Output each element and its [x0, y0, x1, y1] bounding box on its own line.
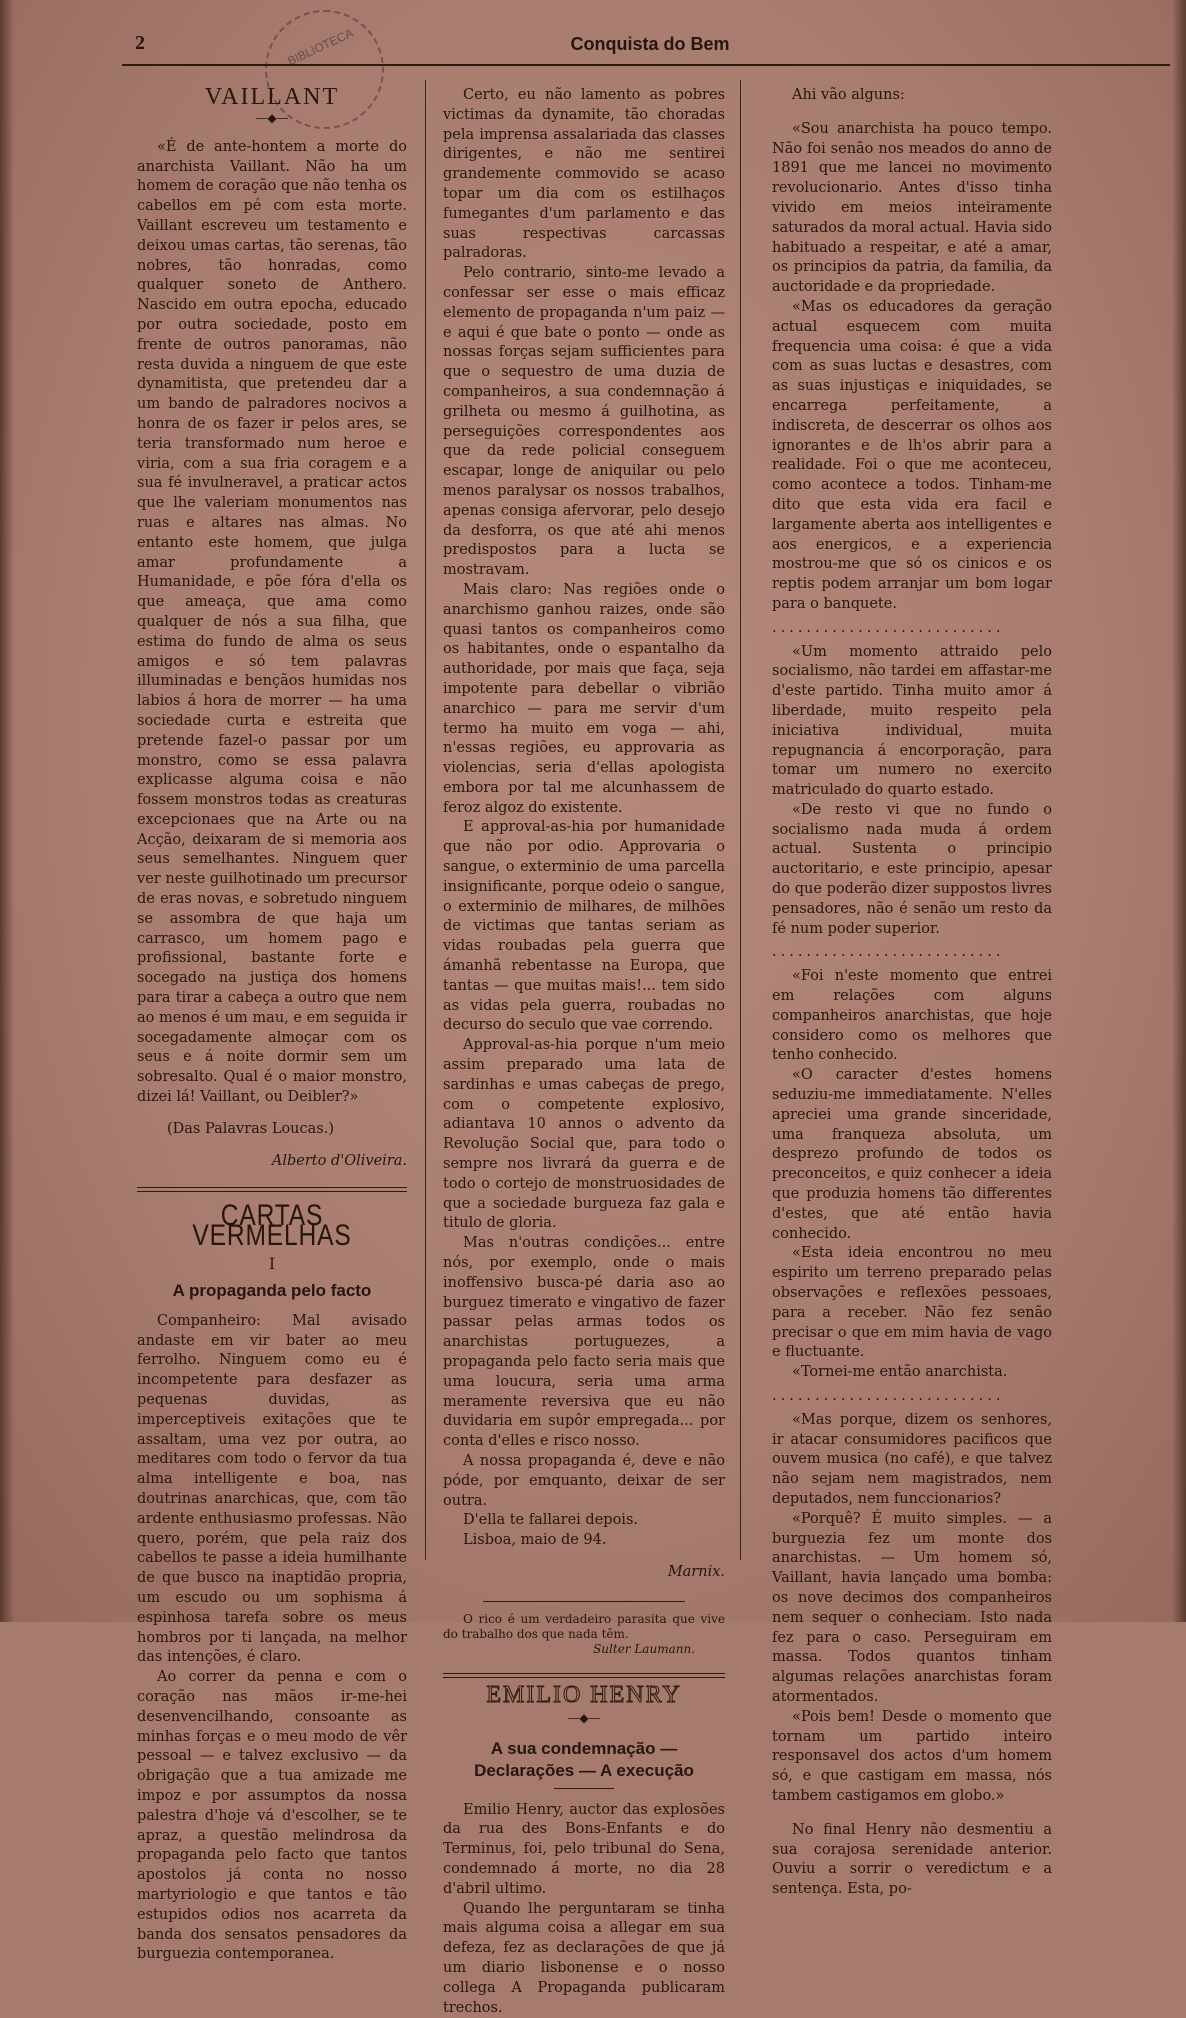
cartas-paragraph: A nossa propaganda é, deve e não póde, por emquanto, deixar de ser outra. [443, 1452, 725, 1509]
article-title-cartas: CARTAS VERMELHAS [192, 1199, 352, 1253]
cartas-paragraph: D'ella te fallarei depois. [463, 1512, 638, 1529]
vaillant-source: (Das Palavras Loucas.) [167, 1120, 334, 1137]
page-edge-right [1172, 0, 1186, 1622]
article-title-vaillant: VAILLANT [204, 84, 340, 110]
vaillant-signature: Alberto d'Oliveira. [271, 1152, 407, 1169]
epigraph-author: Sulter Laumann. [593, 1641, 695, 1656]
page-number: 2 [135, 32, 145, 54]
cartas-paragraph: Ao correr da penna e com o coração nas mãos ir-me-hei desenvencilhando, consoante as minhas forças e o meu modo de vêr pessoal — e talvez exclusivo — da obrigação que a tua amizade me impoz e por assumptos da nossa palestra d'hoje vá d'escolher, se te apraz, a questão melindrosa da propaganda pelo facto que tantos apostolos já conta no nosso martyriologio e que tantos e tão estupidos odios nos acarreta da banda dos sensatos pensadores da burguezia contemporanea. [137, 1669, 407, 1963]
letter-number: I [268, 1254, 276, 1274]
emilio-paragraph: Emilio Henry, auctor das explosões da rua des Bons-Enfants e do Terminus, foi, pelo tribunal do Sena, condemnado á morte, no dia 28 d'abril ultimo. [443, 1801, 725, 1897]
section-double-rule [137, 1187, 407, 1192]
declaration-quote: «Mas porque, dizem os senhores, ir atacar consumidores pacificos que ouvem musica (no café), e que talvez não sejam nem magistrados, nem deputados, nem funccionarios? [772, 1411, 1052, 1507]
column-3 [772, 86, 1052, 1900]
vaillant-paragraph: «É de ante-hontem a morte do anarchista Vaillant. Não ha um homem de coração que não tenha os cabellos em pé com esta morte. Vaillant escreveu um testamento e deixou umas cartas, tão serenas, tão nobres, tão honradas, como qualquer soneto de Anthero. Nascido em outra epocha, educado por outra sociedade, posto em frente de outros panoramas, não resta duvida a ninguem de que este dynamitista, que pretendeu dar a um bando de palradores nocivos a honra de os fazer ir pelos ares, se teria transformado num heroe e viria, com a sua fria coragem e a sua fé invulneravel, a praticar actos que lhe valeriam monumentos nas ruas e altares nas almas. No entanto este homem, que julga amar profundamente a Humanidade, e põe fóra d'ella os que ameaça, que ama como qualquer de nós a sua filha, que estima do fundo de alma os seus amigos e só tem palavras illuminadas e bençãos humidas nos labios á hora de morrer — ha uma sociedade curta e estreita que pretende fazel-o passar por um monstro, como se essa palavra explicasse alguma coisa e não fossem monstros todas as creaturas excepcionaes que na Arte ou na Acção, deixaram de si memoria aos seus semelhantes. Ninguem quer ver neste guilhotinado um precursor de eras novas, e sobretudo ninguem se assombra de que haja um carrasco, um homem pago e profissional, bastante forte e socegado na justiça dos homens para tirar a cabeça a outro que nem ao menos é um mau, e em seguida ir socegadamente almoçar com os seus e á noite dormir sem um sobresalto. Qual é o maior monstro, dizei lá! Vaillant, ou Deibler?» [137, 138, 407, 1106]
header-rule [122, 64, 1170, 66]
emilio-subtitle: A sua condemnação — Declarações — A execução [474, 1738, 694, 1780]
section-double-rule [443, 1673, 725, 1678]
page-header [135, 32, 1165, 62]
column-1 [137, 86, 407, 1965]
declaration-quote: «Pois bem! Desde o momento que tornam um partido inteiro responsavel dos actos d'um homem só, e que castigam em massa, nós tambem castigamos em globo.» [772, 1708, 1052, 1804]
emilio-paragraph: No final Henry não desmentiu a sua corajosa serenidade anterior. Ouviu a sorrir o veredictum e a sentença. Esta, po- [772, 1821, 1052, 1898]
emilio-paragraph: Quando lhe perguntaram se tinha mais alguma coisa a allegar em sua defeza, fez as declarações de que já um diario lisbonense e o nosso collega A Propaganda publicaram trechos. [443, 1900, 725, 2016]
declaration-quote: «Mas os educadores da geração actual esquecem com muita frequencia uma coisa: é que a vida com as suas luctas e desastres, com as suas injustiças e iniquidades, se encarrega perfeitamente, a indiscreta, de descerrar os olhos aos ignorantes e de lh'os abrir para a realidade. Foi o que me aconteceu, como acontece a todos. Tinham-me dito que esta vida era facil e largamente aberta aos intelligentes e aos energicos, e a experiencia mostrou-me que só os cinicos e os reptis podem arranjar um bom logar para o banquete. [772, 298, 1052, 612]
declaration-quote: «O caracter d'estes homens seduziu-me immediatamente. N'elles apreciei uma grande sinceridade, uma franqueza absoluta, um desprezo profundo de todos os preconceitos, e quiz conhecer a ideia que produzia homens tão differentes d'estes, que até então havia conhecido. [772, 1067, 1052, 1242]
declaration-quote: «Porquê? É muito simples. — a burguezia fez um monte dos anarchistas. — Um homem só, Vaillant, havia lançado uma bomba: os nove decimos dos companheiros nem sequer o conheciam. Isto nada fez para o caso. Perseguiram em massa. Todos quantos tinham algumas relações anarchistas foram atormentados. [772, 1510, 1052, 1705]
epigraph-quote: O rico é um verdadeiro parasita que vive do trabalho dos que nada têm. [443, 1611, 725, 1641]
cartas-paragraph: Pelo contrario, sinto-me levado a confessar ser esse o mais efficaz elemento de propaganda n'um paiz — e aqui é que bate o ponto — onde as nossas forças sejam sufficientes para que o sequestro de uma duzia de companheiros, a sua condemnação á grilheta ou mesmo á guilhotina, as perseguições correspondentes aos que da rede policial conseguem escapar, longe de aniquilar ou pelo menos paralysar os nossos trabalhos, apenas consiga afervorar, pelo desejo da desforra, os que até ahi menos predispostos para a lucta se mostravam. [443, 265, 725, 579]
subtitle-rule [554, 1788, 614, 1789]
article-title-emilio: EMILIO HENRY [486, 1681, 682, 1708]
cartas-signature: Marnix. [667, 1563, 725, 1580]
ornament-divider: —◆— [567, 1710, 601, 1725]
emilio-paragraph: Ahi vão alguns: [792, 87, 905, 103]
column-divider-1 [425, 80, 426, 1560]
declaration-quote: «De resto vi que no fundo o socialismo nada muda á ordem actual. Sustenta o principio auctoritario, e este principio, apesar do que poderão dizer suppostos livres pensadores, não é senão um resto da fé num poder superior. [772, 801, 1052, 937]
cartas-paragraph: Mas n'outras condições... entre nós, por exemplo, onde o mais inoffensivo busca-pé daria aso ao burguez timerato e vingativo de fazer passar pelas armas todos os anarchistas portuguezes, a propaganda pelo facto seria mais que uma loucura, seria uma arma meramente reversiva que eu não duvidaria em supôr empregada... por conta d'elles e risco nosso. [443, 1235, 725, 1450]
cartas-dateline: Lisboa, maio de 94. [463, 1532, 607, 1549]
declaration-quote: «Sou anarchista ha pouco tempo. Não foi senão nos meados do anno de 1891 que me lancei no movimento revolucionario. Antes d'isso tinha vivido em meios inteiramente saturados da moral actual. Havia sido habituado a respeitar, e até a amar, os principios da patria, da familia, da auctoridade e da propriedade. [772, 120, 1052, 296]
quote-rule [483, 1601, 685, 1602]
ellipsis-divider: ........................... [772, 1388, 1005, 1404]
newspaper-title: Conquista do Bem [570, 34, 730, 54]
stamp-text: BIBLIOTECA [285, 25, 356, 69]
column-divider-2 [740, 80, 741, 1560]
declaration-quote: «Esta ideia encontrou no meu espirito um terreno preparado pelas observações e reflexões pessoaes, para a receber. Não fez senão precisar o que em mim havia de vago e fluctuante. [772, 1245, 1052, 1361]
cartas-paragraph: Certo, eu não lamento as pobres victimas da dynamite, tão choradas pela imprensa assalariada das classes dirigentes, e não me sentirei grandemente commovido se acaso topar um dia com os estilhaços fumegantes d'um parlamento e das suas respectivas carcassas palradoras. [443, 87, 725, 262]
cartas-paragraph: Mais claro: Nas regiões onde o anarchismo ganhou raizes, onde são quasi tantos os companheiros como os habitantes, onde o espantalho da authoridade, por mais que faça, seja impotente para debellar o vibrião anarchico — para me servir d'um termo ha muito em voga — ahi, n'essas regiões, eu approvaria as violencias, seria d'ellas apologista embora por tal me alcunhassem de feroz algoz do existente. [443, 581, 725, 816]
declaration-quote: «Um momento attraido pelo socialismo, não tardei em affastar-me d'este partido. Tinha muito amor á liberdade, muito respeito pela iniciativa individual, muita repugnancia á encorporação, para tomar um numero no exercito matriculado do quarto estado. [772, 643, 1052, 799]
cartas-paragraph: Approval-as-hia porque n'um meio assim preparado uma lata de sardinhas e umas cabeças de prego, com o competente explosivo, adiantava 10 annos o advento da Revolução Social que, para todo o sempre nos livrará da guerra e de todo o cortejo de monstruosidades de que a sociedade burgueza faz gala e titulo de gloria. [443, 1037, 725, 1232]
ornament-divider: —◆— [255, 110, 289, 125]
cartas-paragraph: Companheiro: Mal avisado andaste em vir bater ao meu ferrolho. Ninguem como eu é incompetente para desfazer as pequenas duvidas, as imperceptiveis exitações que te assaltam, uma vez por outra, ao meditares com todo o fervor da tua alma intelligente e boa, nas doutrinas anarchicas, que, com tão ardente enthusiasmo professas. Não quero, porém, que pela raiz dos cabellos te passe a ideia humilhante de que busco na inaptidão propria, um escudo ou um sophisma á espinhosa tarefa sobre os meus hombros por ti lançada, na melhor das intenções, é claro. [137, 1312, 407, 1666]
ellipsis-divider: ........................... [772, 944, 1005, 961]
cartas-paragraph: E approval-as-hia por humanidade que não por odio. Approvaria o sangue, o exterminio de uma parcella insignificante, porque odeio o sangue, o exterminio de milhares, de milhões de victimas que tantas seriam as vidas roubadas pela guerra que ámanhã rebentasse na Europa, que tantas — que muitas mais!... tem sido as vidas pela guerra, roubadas no decurso do seculo que vae correndo. [443, 819, 725, 1034]
ellipsis-divider: ........................... [772, 619, 1005, 636]
declaration-quote: «Foi n'este momento que entrei em relações com alguns companheiros anarchistas, que hoje considero como os melhores que tenho conhecido. [772, 968, 1052, 1064]
declaration-quote: «Tornei-me então anarchista. [792, 1364, 1008, 1381]
column-2 [443, 86, 725, 2018]
cartas-subtitle: A propaganda pelo facto [172, 1280, 372, 1300]
page-edge-left [0, 0, 14, 1622]
